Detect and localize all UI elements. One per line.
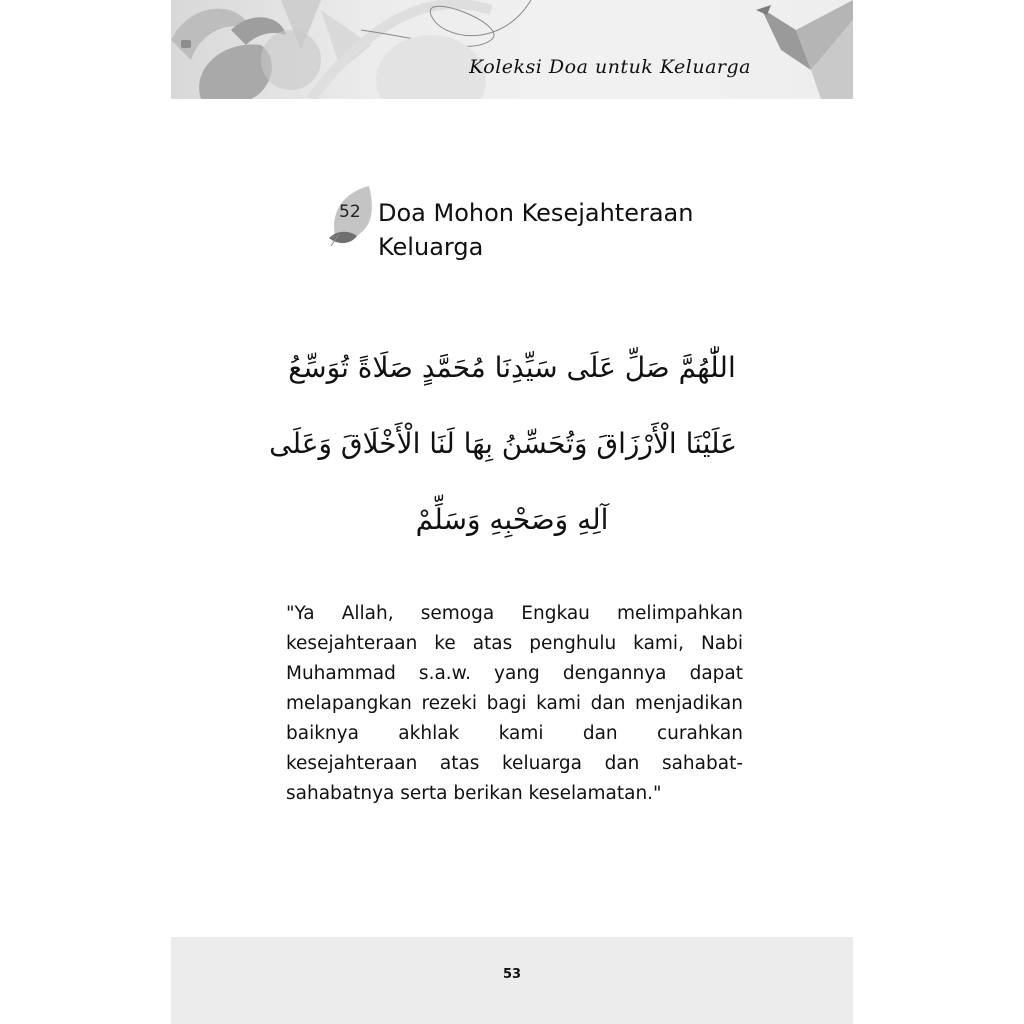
- arabic-line: آلِهِ وَصَحْبِهِ وَسَلِّمْ: [415, 503, 609, 536]
- book-page: [171, 0, 853, 1024]
- page-footer-band: [171, 937, 853, 1024]
- chapter-title: Doa Mohon Kesejahteraan Keluarga: [378, 199, 694, 262]
- arabic-prayer: [269, 330, 737, 558]
- chapter-number: 52: [339, 202, 361, 222]
- arabic-line: عَلَيْنَا الْأَرْزَاقَ وَتُحَسِّنُ بِهَا لَنَا الْأَخْلَاقَ وَعَلَى: [269, 427, 737, 460]
- decorative-header-art-icon: [171, 0, 853, 99]
- chapter-heading: [283, 178, 743, 268]
- page-header-band: [171, 0, 853, 99]
- arabic-line: اللّٰهُمَّ صَلِّ عَلَى سَيِّدِنَا مُحَمَّدٍ صَلَاةً تُوَسِّعُ: [288, 351, 736, 384]
- page-number: 53: [502, 967, 522, 982]
- running-title: Koleksi Doa untuk Keluarga: [469, 56, 751, 78]
- prayer-translation: "Ya Allah, semoga Engkau melimpahkan kesejahteraan ke atas penghulu kami, Nabi Muhammad s.a.w. yang dengannya dapat melapangkan rezeki bagi kami dan menjadikan baiknya akhlak kami dan curahkan kesejahteraan atas keluarga dan sahabat-sahabatnya serta berikan keselamatan.": [286, 602, 743, 804]
